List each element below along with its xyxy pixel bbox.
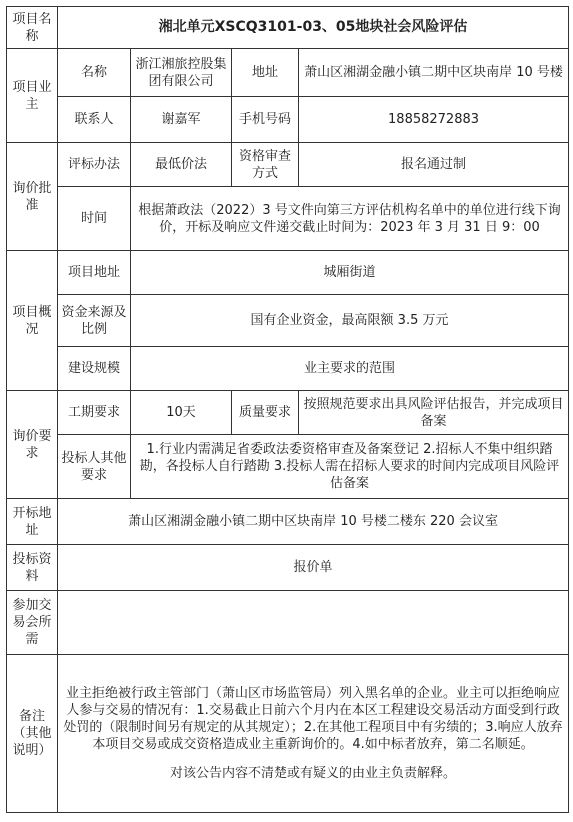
row-inquiry-time bbox=[7, 187, 569, 251]
qualification-value: 报名通过制 bbox=[299, 143, 569, 187]
row-period-quality bbox=[7, 391, 569, 435]
qualification-label: 资格审查方式 bbox=[232, 143, 299, 187]
funding-label: 资金来源及比例 bbox=[58, 295, 131, 347]
owner-name-label: 名称 bbox=[58, 49, 131, 97]
bid-materials-value: 报价单 bbox=[58, 545, 569, 591]
attendees-label: 参加交易会所需 bbox=[7, 591, 58, 655]
scale-label: 建设规模 bbox=[58, 347, 131, 391]
contact-value: 谢嘉军 bbox=[131, 97, 232, 143]
overview-label: 项目概况 bbox=[7, 251, 58, 391]
notes-paragraph-1: 业主拒绝被行政主管部门（萧山区市场监管局）列入黑名单的企业。业主可以拒绝响应人参与交易的情况有：1.交易截止日前六个月内在本区工程建设交易活动方面受到行政处罚的（限制时间另有规定的从其规定）；2.在其他工程项目中有劣绩的；3.响应人放弃本项目交易或成交资格造成业主重新询价的。4.如中标者放弃，第二名顺延。 bbox=[63, 686, 563, 752]
bid-materials-label: 投标资料 bbox=[7, 545, 58, 591]
method-value: 最低价法 bbox=[131, 143, 232, 187]
time-value: 根据萧政法（2022）3 号文件向第三方评估机构名单中的单位进行线下询价，开标及响应文件递交截止时间为：2023 年 3 月 31 日 9：00 bbox=[131, 187, 569, 251]
funding-value: 国有企业资金，最高限额 3.5 万元 bbox=[131, 295, 569, 347]
row-notes bbox=[7, 655, 569, 813]
quality-value: 按照规范要求出具风险评估报告，并完成项目备案 bbox=[299, 391, 569, 435]
row-bid-materials bbox=[7, 545, 569, 591]
opening-location-label: 开标地址 bbox=[7, 499, 58, 545]
other-requirements-value: 1.行业内需满足省委政法委资格审查及备案登记 2.招标人不集中组织踏勘，各投标人自行踏勘 3.投标人需在招标人要求的时间内完成项目风险评估备案 bbox=[131, 435, 569, 499]
location-label: 项目地址 bbox=[58, 251, 131, 295]
contact-label: 联系人 bbox=[58, 97, 131, 143]
notes-paragraph-2: 对该公告内容不清楚或有疑义的由业主负责解释。 bbox=[170, 766, 457, 781]
row-owner-name bbox=[7, 49, 569, 97]
owner-label: 项目业主 bbox=[7, 49, 58, 143]
quality-label: 质量要求 bbox=[232, 391, 299, 435]
owner-address-value: 萧山区湘湖金融小镇二期中区块南岸 10 号楼 bbox=[299, 49, 569, 97]
owner-address-label: 地址 bbox=[232, 49, 299, 97]
location-value: 城厢街道 bbox=[131, 251, 569, 295]
period-value: 10天 bbox=[131, 391, 232, 435]
period-label: 工期要求 bbox=[58, 391, 131, 435]
opening-location-value: 萧山区湘湖金融小镇二期中区块南岸 10 号楼二楼东 220 会议室 bbox=[58, 499, 569, 545]
row-evaluation-method bbox=[7, 143, 569, 187]
row-project-name bbox=[7, 7, 569, 49]
row-funding bbox=[7, 295, 569, 347]
row-attendees bbox=[7, 591, 569, 655]
owner-name-value: 浙江湘旅控股集团有限公司 bbox=[131, 49, 232, 97]
notes-label: 备注（其他说明） bbox=[7, 655, 58, 813]
requirements-label: 询价要求 bbox=[7, 391, 58, 499]
announcement-table bbox=[6, 6, 569, 813]
time-label: 时间 bbox=[58, 187, 131, 251]
project-name-value: 湘北单元XSCQ3101-03、05地块社会风险评估 bbox=[58, 7, 569, 49]
phone-label: 手机号码 bbox=[232, 97, 299, 143]
inquiry-approval-label: 询价批准 bbox=[7, 143, 58, 251]
attendees-value bbox=[58, 591, 569, 655]
row-opening-location bbox=[7, 499, 569, 545]
project-name-label: 项目名称 bbox=[7, 7, 58, 49]
scale-value: 业主要求的范围 bbox=[131, 347, 569, 391]
notes-value bbox=[58, 655, 569, 813]
row-owner-contact bbox=[7, 97, 569, 143]
method-label: 评标办法 bbox=[58, 143, 131, 187]
phone-value: 18858272883 bbox=[299, 97, 569, 143]
other-requirements-label: 投标人其他要求 bbox=[58, 435, 131, 499]
row-project-location bbox=[7, 251, 569, 295]
row-scale bbox=[7, 347, 569, 391]
row-other-requirements bbox=[7, 435, 569, 499]
